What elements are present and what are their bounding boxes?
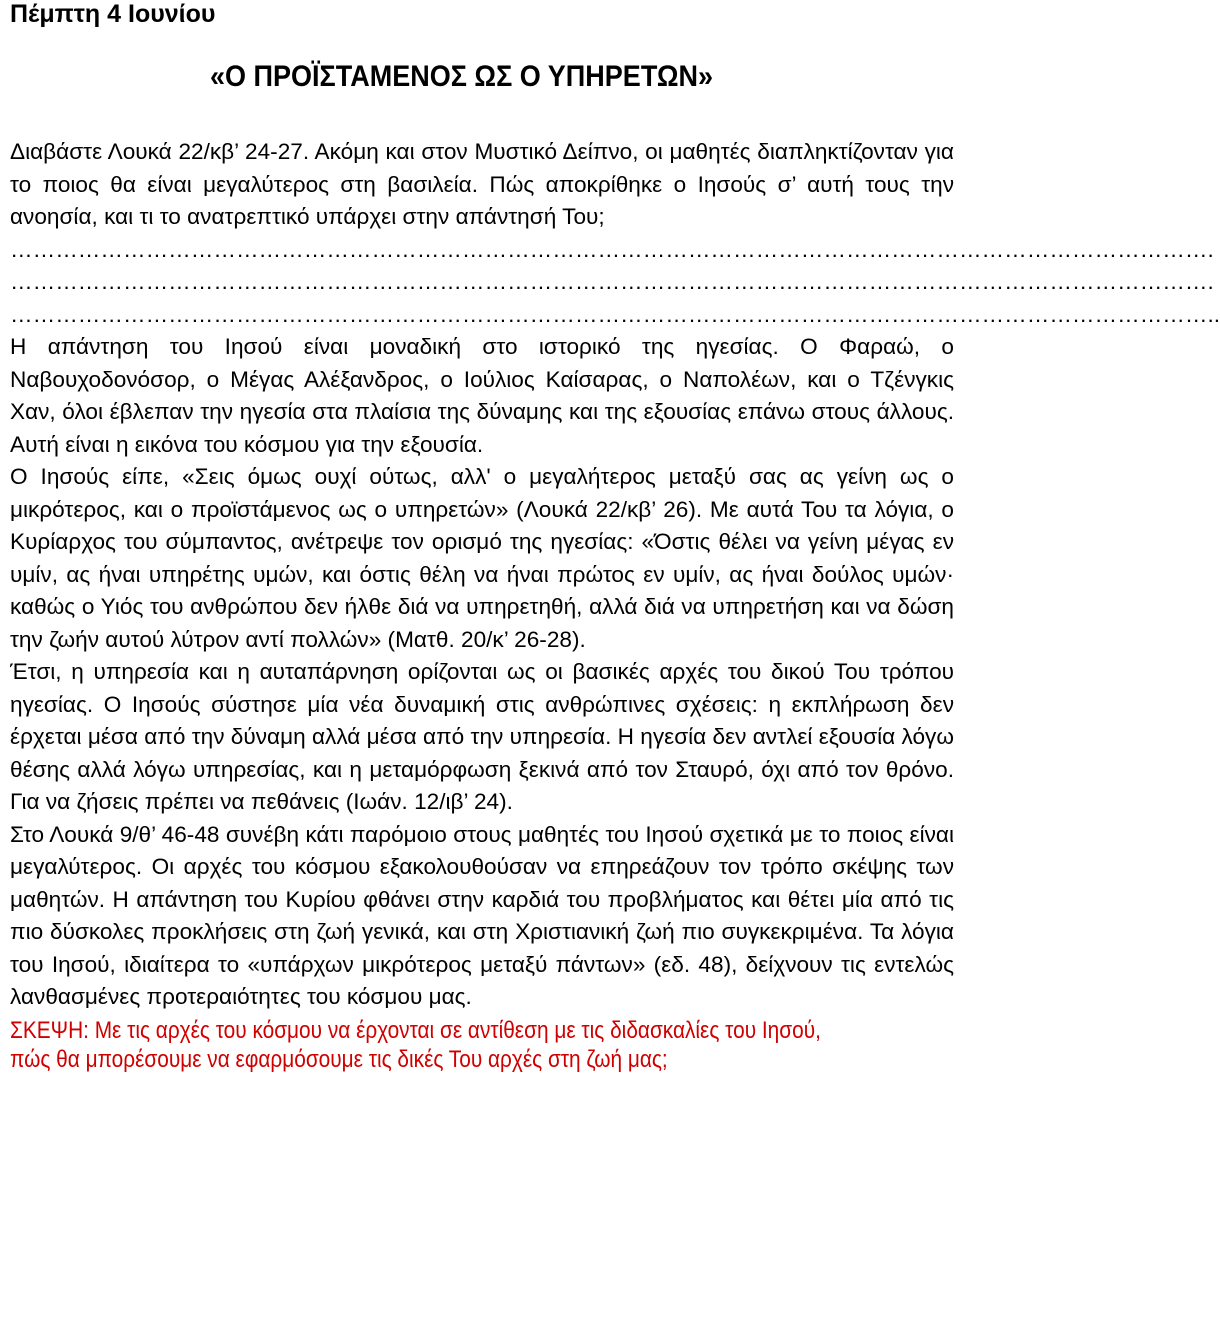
answer-line-3: …………………………………………………………………………………………………………………………………………….. <box>10 301 1220 327</box>
thought-prompt <box>10 1016 829 1074</box>
thought-line-2: πώς θα μπορέσουμε να εφαρμόσουμε τις δικές Του αρχές στη ζωή μας; <box>10 1045 668 1073</box>
paragraph-jesus-words: Ο Ιησούς είπε, «Σεις όμως ουχί ούτως, αλλ' ο μεγαλήτερος μεταξύ σας ας γείνη ως ο μικρότερος, και ο προϊστάμενος ως ο υπηρετών» (Λουκά 22/κβ’ 26). Με αυτά Του τα λόγια, ο Κυρίαρχος του σύμπαντος, ανέτρεψε τον ορισμό της ηγεσίας: «Όστις θέλει να γείνη μέγας εν υμίν, ας ήναι υπηρέτης υμών, και όστις θέλη να ήναι πρώτος εν υμίν, ας ήναι δούλος υμών· καθώς ο Υιός του ανθρώπου δεν ήλθε διά να υπηρετηθή, αλλά διά να υπηρετήση και να δώση την ζωήν αυτού λύτρον αντί πολλών» (Ματθ. 20/κ’ 26-28). <box>10 464 954 652</box>
date-heading: Πέμπτη 4 Ιουνίου <box>10 0 216 28</box>
reading-question: Διαβάστε Λουκά 22/κβ’ 24-27. Ακόμη και στον Μυστικό Δείπνο, οι μαθητές διαπληκτίζονταν για το ποιος θα είναι μεγαλύτερος στη βασιλεία. Πώς αποκρίθηκε ο Ιησούς σ’ αυτή τους την ανοησία, και τι το ανατρεπτικό υπάρχει στην απάντησή Του; <box>10 139 954 229</box>
thought-line-1: ΣΚΕΨΗ: Με τις αρχές του κόσμου να έρχονται σε αντίθεση με τις διδασκαλίες του Ιησού, <box>10 1016 821 1044</box>
lesson-title: «Ο ΠΡΟΪΣΤΑΜΕΝΟΣ ΩΣ Ο ΥΠΗΡΕΤΩΝ» <box>210 60 713 93</box>
document-page <box>10 0 1220 1074</box>
paragraph-luke: Στο Λουκά 9/θ’ 46-48 συνέβη κάτι παρόμοιο στους μαθητές του Ιησού σχετικά με το ποιος είναι μεγαλύτερος. Οι αρχές του κόσμου εξακολουθούσαν να επηρεάζουν τον τρόπο σκέψης των μαθητών. Η απάντηση του Κυρίου φθάνει στην καρδιά του προβλήματος και θέτει μία από τις πιο δύσκολες προκλήσεις στη ζωή γενικά, και στη Χριστιανική ζωή πιο συγκεκριμένα. Τα λόγια του Ιησού, ιδιαίτερα το «υπάρχων μικρότερος μεταξύ πάντων» (εδ. 48), δείχνουν τις εντελώς λανθασμένες προτεραιότητες του κόσμου μας. <box>10 821 954 1009</box>
answer-line-1: ……………………………………………………………………………………………………………………………………………. <box>10 236 1214 262</box>
paragraph-service: Έτσι, η υπηρεσία και η αυταπάρνηση ορίζονται ως οι βασικές αρχές του δικού Του τρόπου ηγεσίας. Ο Ιησούς σύστησε μία νέα δυναμική στις ανθρώπινες σχέσεις: η εκπλήρωση δεν έρχεται μέσα από την δύναμη αλλά μέσα από την υπηρεσία. Η ηγεσία δεν αντλεί εξουσία λόγω θέσης αλλά λόγω υπηρεσίας, και η μεταμόρφωση ξεκινά από τον Σταυρό, όχι από τον θρόνο. Για να ζήσεις πρέπει να πεθάνεις (Ιωάν. 12/ιβ’ 24). <box>10 659 954 814</box>
lesson-body <box>10 136 1220 1014</box>
paragraph-history: Η απάντηση του Ιησού είναι μοναδική στο ιστορικό της ηγεσίας. Ο Φαραώ, ο Ναβουχοδονόσορ, ο Μέγας Αλέξανδρος, ο Ιούλιος Καίσαρας, ο Ναπολέων, και ο Τζένγκις Χαν, όλοι έβλεπαν την ηγεσία στα πλαίσια της δύναμης και της εξουσίας επάνω στους άλλους. Αυτή είναι η εικόνα του κόσμου για την εξουσία. <box>10 334 954 457</box>
answer-line-2: ……………………………………………………………………………………………………………………………………………. <box>10 269 1214 294</box>
